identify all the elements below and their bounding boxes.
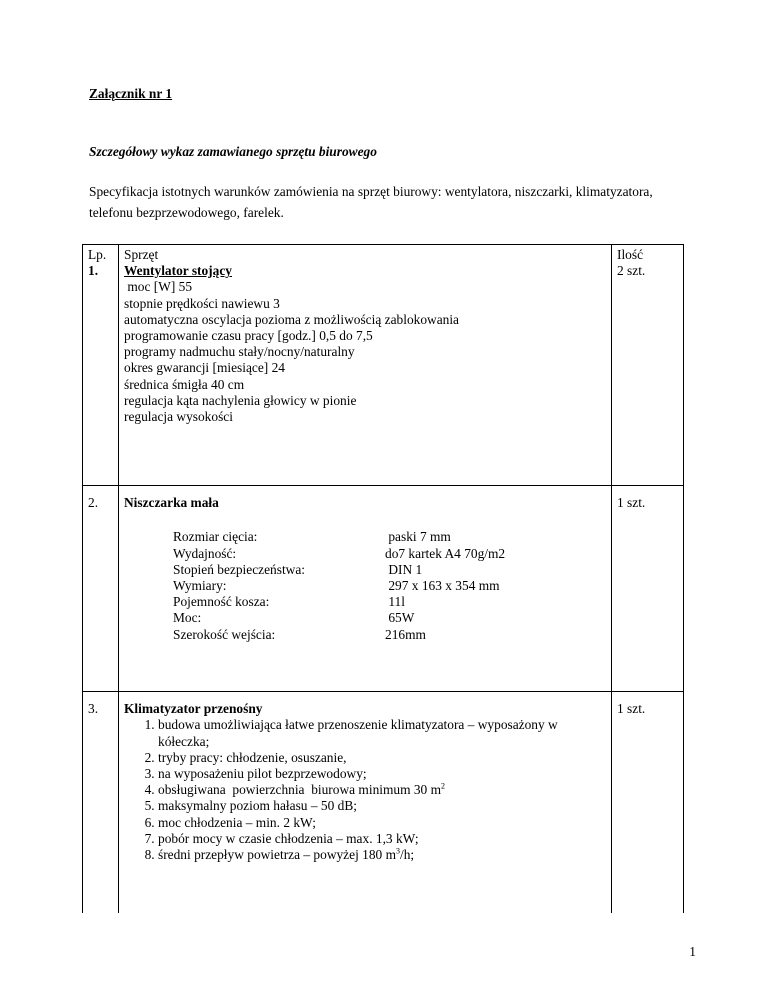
spec-line: programowanie czasu pracy [godz.] 0,5 do 7,5 [124,328,373,344]
row-qty: 1 szt. [612,692,684,914]
spec-line: okres gwarancji [miesiące] 24 [124,360,285,376]
intro-paragraph: Specyfikacja istotnych warunków zamówienia na sprzęt biurowy: wentylatora, niszczarki, klimatyzatora, telefonu bezprzewodowego, farelek. [89,184,653,220]
list-item: 1. budowa umożliwiająca łatwe przenoszenie klimatyzatora – wyposażony w kółeczka; [158,717,606,749]
table-header-row [83,245,684,486]
spec-line: automatyczna oscylacja pozioma z możliwością zablokowania [124,311,460,327]
item-name: Klimatyzator przenośny [124,701,263,717]
page-number: 1 [689,944,696,959]
table-row [83,486,684,692]
shredder-specs: Rozmiar cięcia: paski 7 mm Wydajność: do7 kartek A4 70g/m2 Stopień bezpieczeństwa: DIN 1 Wymiary: 297 x 163 x 354 mm Pojemność kosza: 11l Moc: 65W Szerokość wejścia: 216mm [173,529,506,642]
document-subtitle: Szczegółowy wykaz zamawianego sprzętu biurowego [89,144,377,159]
document-title: Załącznik nr 1 [89,86,173,101]
header-qty: Ilość 2 szt. [612,245,684,486]
spec-line: regulacja wysokości [124,409,233,425]
spec-line: stopnie prędkości nawiewu 3 [124,295,280,311]
row-qty: 1 szt. [612,486,684,692]
list-item: 7. pobór mocy w czasie chłodzenia – max. 1,3 kW; [158,831,606,847]
item-name: Niszczarka mała [124,495,219,511]
ac-spec-list [124,717,606,863]
spec-line: moc [W] 55 [124,279,193,295]
spec-line: regulacja kąta nachylenia głowicy w pionie [124,392,357,408]
list-item: 3. na wyposażeniu pilot bezprzewodowy; [158,766,606,782]
list-item: 6. moc chłodzenia – min. 2 kW; [158,815,606,831]
table-row [83,692,684,914]
row-lp: 2. [83,486,119,692]
equipment-table [82,244,684,913]
row-lp: 3. [83,692,119,914]
spec-line: średnica śmigła 40 cm [124,376,245,392]
row-lp: 1. [88,263,99,279]
header-lp: Lp. 1. [83,245,119,486]
list-item: 4. obsługiwana powierzchnia biurowa minimum 30 $m^2$ [158,782,606,798]
list-item: 2. tryby pracy: chłodzenie, osuszanie, [158,750,606,766]
spec-line: programy nadmuchu stały/nocny/naturalny [124,344,355,360]
list-item: 5. maksymalny poziom hałasu – 50 dB; [158,798,606,814]
list-item: 8. średni przepływ powietrza – powyżej 180 $m^3/h$; [158,847,606,863]
row-qty: 2 szt. [617,263,646,279]
header-item: Sprzęt Wentylator stojący moc [W] 55 stopnie prędkości nawiewu 3 automatyczna oscylacja pozioma z możliwością zablokowania programowanie czasu pracy [godz.] 0,5 do 7,5 programy nadmuchu stały/nocny/naturalny okres gwarancji [miesiące] 24 średnica śmigła 40 cm regulacja kąta nachylenia głowicy w pionie regulacja wysokości [119,245,612,486]
item-name: Wentylator stojący [124,263,232,279]
